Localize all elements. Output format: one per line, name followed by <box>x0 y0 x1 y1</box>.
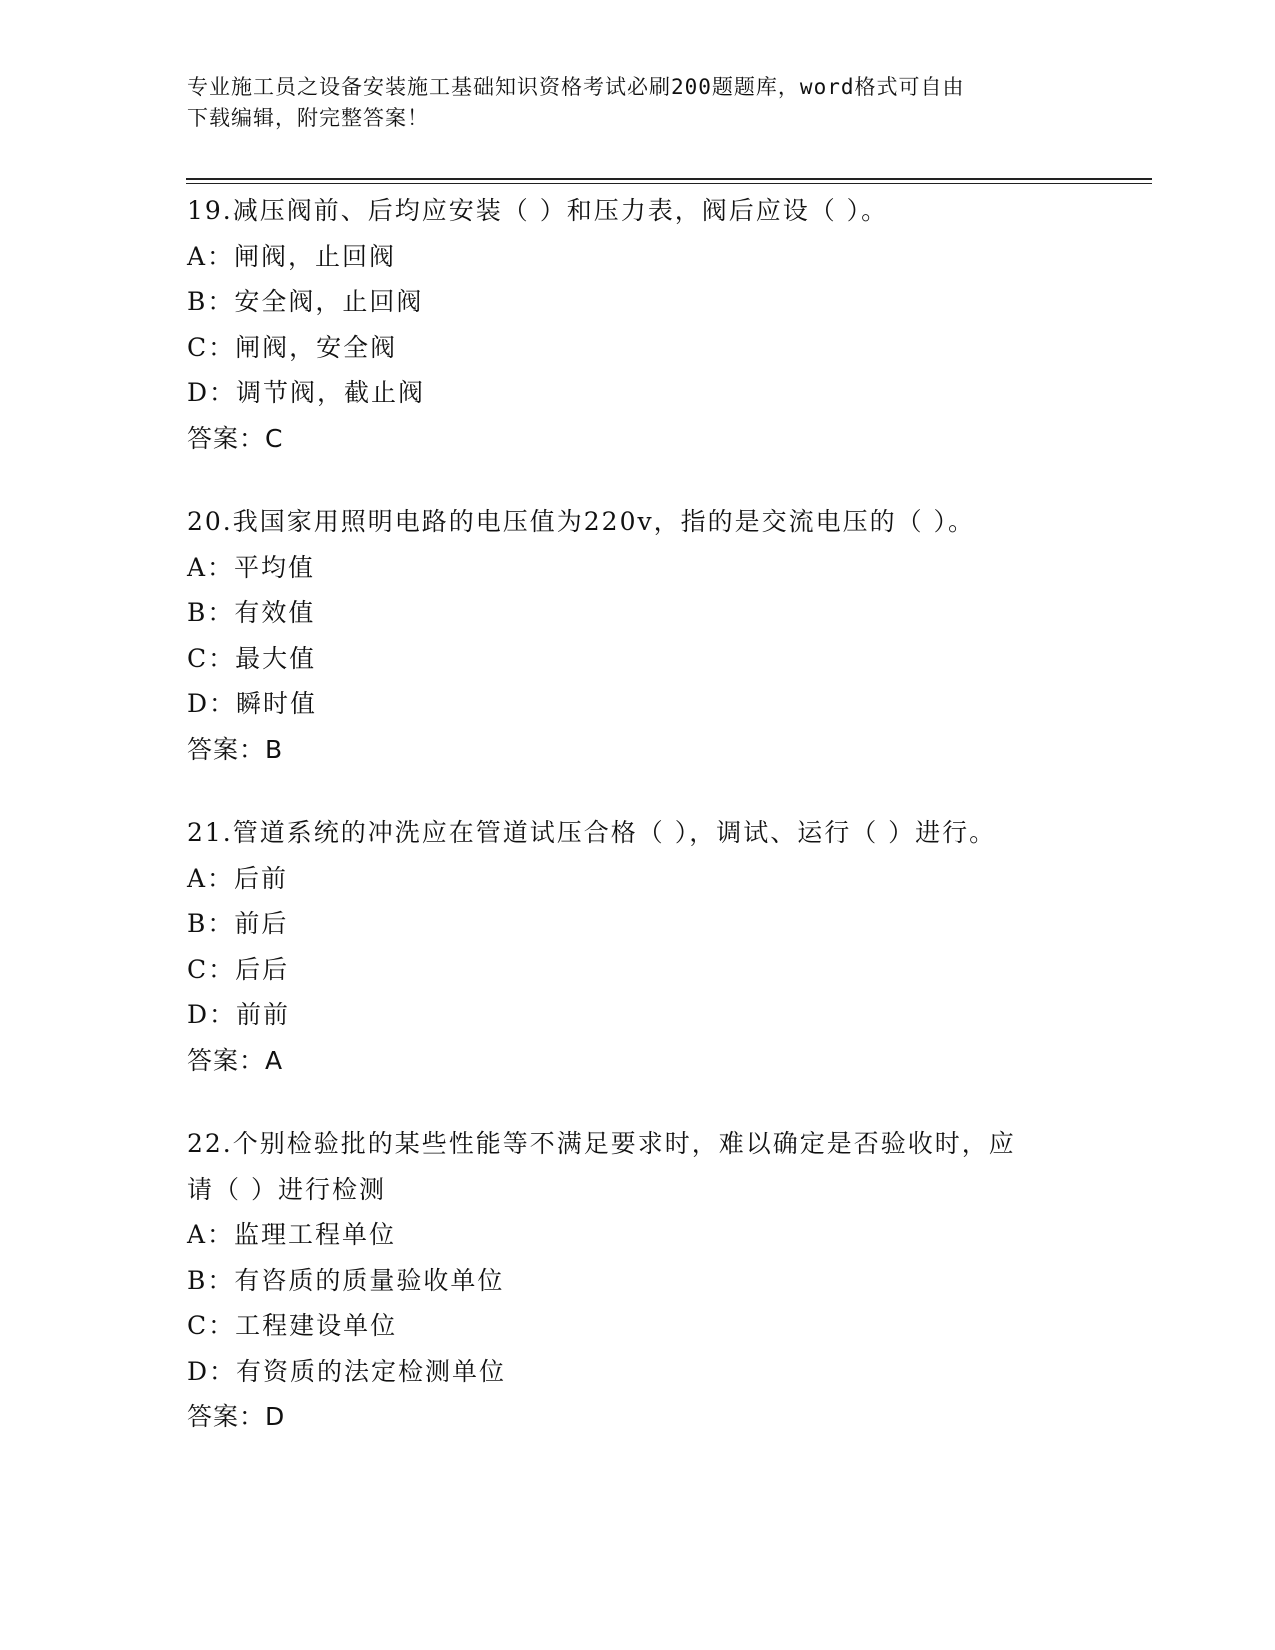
header-line-1: 专业施工员之设备安装施工基础知识资格考试必刷200题题库，word格式可自由 <box>187 75 965 99</box>
option-d: D：前前 <box>187 1000 291 1029</box>
option-b: B：前后 <box>187 909 289 938</box>
question-19 <box>187 188 1087 461</box>
option-c: C：工程建设单位 <box>187 1311 398 1340</box>
question-stem: 21.管道系统的冲洗应在管道试压合格（ ），调试、运行（ ）进行。 <box>187 818 997 847</box>
option-a: A：平均值 <box>187 552 316 582</box>
option-c: C：最大值 <box>187 643 317 673</box>
option-d: D：调节阀，截止阀 <box>187 378 426 407</box>
option-c: C：后后 <box>187 954 290 984</box>
option-a: A：闸阀，止回阀 <box>187 241 397 271</box>
option-a: A：监理工程单位 <box>187 1220 397 1249</box>
option-b: B：有咨质的质量验收单位 <box>187 1265 505 1295</box>
answer-label: 答案：A <box>187 1045 284 1075</box>
option-d: D：瞬时值 <box>187 689 318 718</box>
question-stem: 20.我国家用照明电路的电压值为220v，指的是交流电压的（ ）。 <box>187 507 976 536</box>
question-stem: 22.个别检验批的某些性能等不满足要求时，难以确定是否验收时，应 <box>187 1129 1016 1158</box>
header-rule-thick <box>186 178 1152 180</box>
option-b: B：安全阀，止回阀 <box>187 287 424 316</box>
answer-label: 答案：B <box>187 734 284 764</box>
question-21 <box>187 810 1087 1083</box>
option-b: B：有效值 <box>187 598 316 627</box>
answer-label: 答案：C <box>187 423 284 453</box>
answer-label: 答案：D <box>187 1402 286 1431</box>
document-header <box>187 72 1067 134</box>
header-rule-thin <box>186 183 1152 184</box>
question-22 <box>187 1121 1087 1440</box>
question-20 <box>187 499 1087 772</box>
header-line-2: 下载编辑，附完整答案！ <box>187 106 429 130</box>
question-stem: 19.减压阀前、后均应安装（ ）和压力表，阀后应设（ ）。 <box>187 196 889 225</box>
option-d: D：有资质的法定检测单位 <box>187 1356 507 1386</box>
question-list <box>187 188 1087 1478</box>
question-stem-continued: 请（ ）进行检测 <box>187 1174 386 1204</box>
option-a: A：后前 <box>187 863 289 893</box>
option-c: C：闸阀，安全阀 <box>187 332 398 362</box>
